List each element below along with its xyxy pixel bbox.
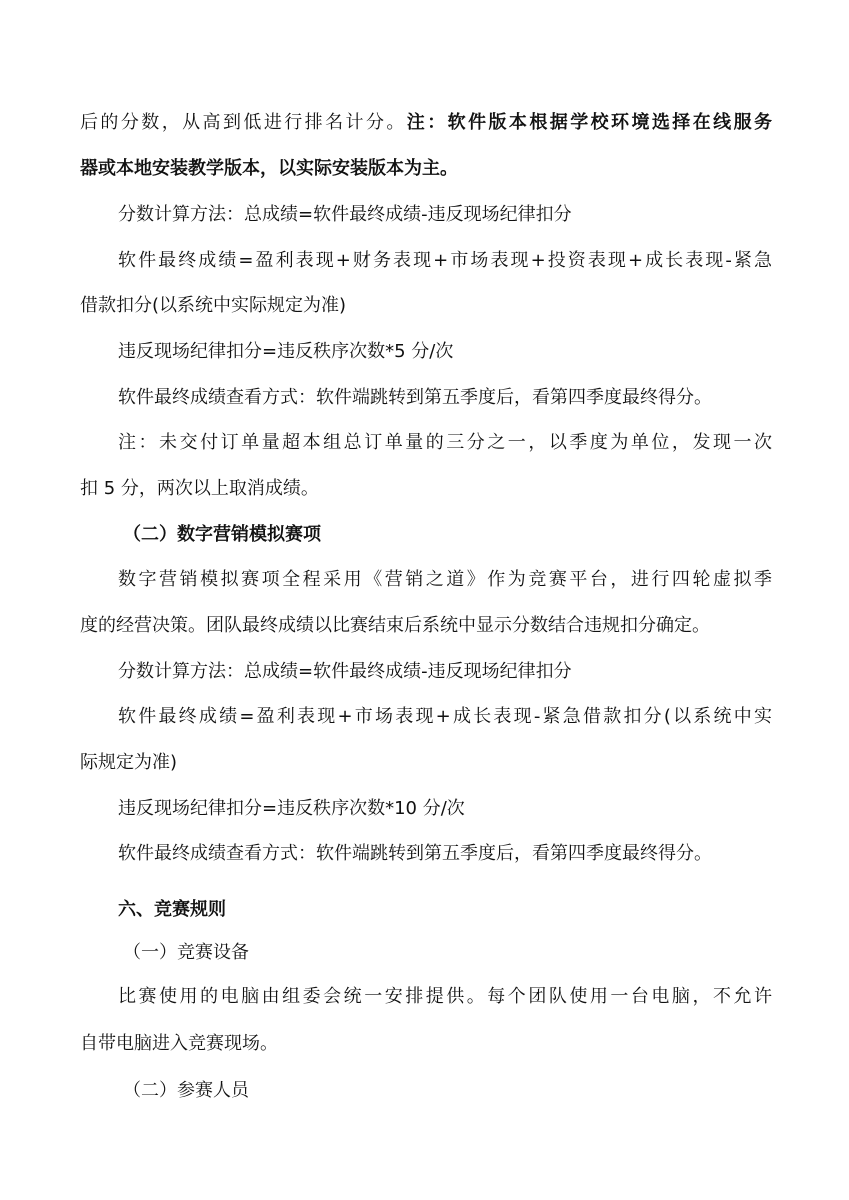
software-score-line: 际规定为准) [80, 752, 178, 773]
paragraph-text: 后的分数，从高到低进行排名计分。 [80, 112, 407, 133]
subsection-heading: （二）参赛人员 [123, 1080, 249, 1101]
chapter-heading: 六、竞赛规则 [118, 899, 226, 920]
paragraph-line: 数字营销模拟赛项全程采用《营销之道》作为竞赛平台，进行四轮虚拟季 [118, 569, 772, 590]
discipline-deduction-line: 违反现场纪律扣分=违反秩序次数*10 分/次 [118, 798, 465, 819]
note-line: 扣 5 分，两次以上取消成绩。 [80, 478, 319, 499]
score-view-line: 软件最终成绩查看方式：软件端跳转到第五季度后，看第四季度最终得分。 [118, 843, 712, 864]
software-score-line: 软件最终成绩=盈利表现+市场表现+成长表现-紧急借款扣分(以系统中实 [118, 706, 772, 727]
software-score-line: 软件最终成绩=盈利表现+财务表现+市场表现+投资表现+成长表现-紧急 [118, 250, 772, 271]
paragraph-line: 度的经营决策。团队最终成绩以比赛结束后系统中显示分数结合违规扣分确定。 [80, 615, 710, 636]
section-heading: （二）数字营销模拟赛项 [123, 524, 321, 545]
note-bold-line: 器或本地安装教学版本，以实际安装版本为主。 [80, 158, 458, 179]
software-score-line: 借款扣分(以系统中实际规定为准) [80, 295, 347, 316]
note-line: 注：未交付订单量超本组总订单量的三分之一，以季度为单位，发现一次 [118, 432, 772, 453]
score-view-line: 软件最终成绩查看方式：软件端跳转到第五季度后，看第四季度最终得分。 [118, 387, 712, 408]
score-formula-line: 分数计算方法：总成绩=软件最终成绩-违反现场纪律扣分 [118, 661, 572, 682]
subsection-heading: （一）竞赛设备 [123, 942, 249, 963]
paragraph-line [80, 111, 772, 135]
paragraph-line: 比赛使用的电脑由组委会统一安排提供。每个团队使用一台电脑，不允许 [118, 986, 772, 1007]
paragraph-line: 自带电脑进入竞赛现场。 [80, 1033, 278, 1054]
score-formula-line: 分数计算方法：总成绩=软件最终成绩-违反现场纪律扣分 [118, 204, 572, 225]
discipline-deduction-line: 违反现场纪律扣分=违反秩序次数*5 分/次 [118, 341, 454, 362]
note-bold-text: 注：软件版本根据学校环境选择在线服务 [406, 112, 772, 133]
